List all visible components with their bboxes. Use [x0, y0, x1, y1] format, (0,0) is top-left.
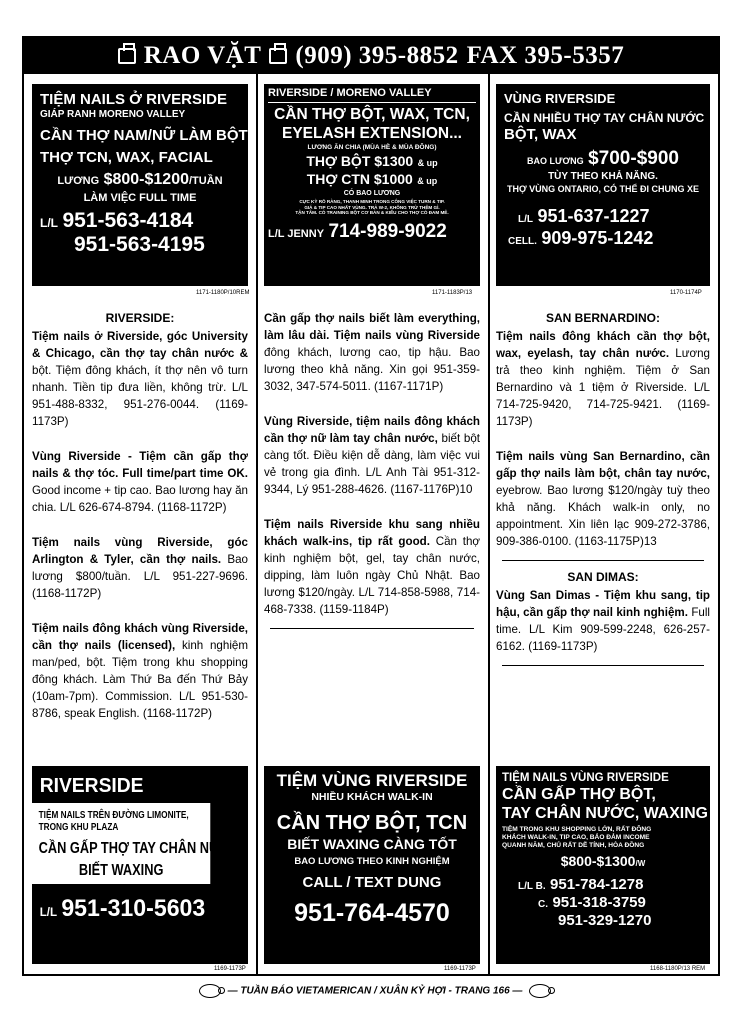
listing-headline: Tiệm nails vùng San Bernardino, cần gấp thợ nails làm bột, chân tay nước,	[496, 450, 710, 480]
listing-item	[496, 328, 710, 430]
ad-code: 1170-1174P	[670, 290, 702, 296]
header-phone: (909) 395-8852	[295, 42, 459, 69]
listing-body: bột. Tiệm đông khách, ít thợ nên vô turn nhanh. Tiền tip đưa liền, không trừ. L/L 951-488-8332, 951-276-0044. (1169-1173P)	[32, 364, 248, 428]
listing-headline: Tiệm nails vùng Riverside, góc Arlington & Tyler, cần thợ nails.	[32, 536, 248, 566]
top-ad-2	[264, 84, 480, 286]
ad-pay: $800-$1300	[560, 853, 636, 870]
listing-item	[32, 448, 248, 516]
ad-line: THỢ VÙNG ONTARIO, CÓ THỂ ĐI CHUNG XE	[506, 184, 699, 195]
ad-line: CỰC KỲ RÕ RÀNG, THANH MINH TRONG CÔNG VIỆC TURN & TIP.	[299, 198, 445, 204]
ad-pay-suffix: & up	[417, 157, 438, 168]
ad-phone-prefix: L/L JENNY	[268, 228, 325, 241]
divider-rule	[270, 628, 474, 629]
ad-line: LƯƠNG ĂN CHIA (MÙA HÈ & MÙA ĐÔNG)	[307, 144, 437, 152]
ad-line: CẦN GẤP THỢ TAY CHÂN NƯỚC	[38, 840, 240, 857]
ad-phone-prefix: L/L	[39, 904, 58, 919]
listing-headline: Vùng San Dimas - Tiệm khu sang, tip hậu, cần gấp thợ nail kinh nghiệm.	[496, 589, 710, 619]
ad-pay-row	[504, 149, 702, 169]
ad-line: KHÁCH WALK-IN, TIP CAO, BẢO ĐẢM INCOME	[502, 833, 650, 841]
ad-pay-row	[40, 172, 240, 189]
listing-body: Bao lương $800/tuần. L/L 951-227-9696. (1168-1172P)	[32, 553, 248, 600]
ad-line: BỘT, WAX	[504, 126, 577, 144]
ad-phone: 951-764-4570	[294, 899, 450, 928]
header-title: RAO VẶT	[143, 42, 262, 69]
ad-phone-row	[268, 222, 476, 242]
ad-line: NHIỀU KHÁCH WALK-IN	[311, 790, 433, 803]
ad-phone: 951-329-1270	[558, 911, 652, 929]
ad-line: CẦN NHIỀU THỢ TAY CHÂN NƯỚC	[504, 110, 705, 125]
listing-body: kinh nghiệm man/ped, bột. Tiệm trong khu shopping đông khách. Làm Thứ Ba đến Thứ Bảy (10am-7pm). Commission. L/L 951-530-8786, speak English. (1168-1172P)	[32, 639, 249, 720]
ad-line: LÀM VIỆC FULL TIME	[83, 191, 197, 204]
listing-body: eyebrow. Bao lương $120/ngày tuỳ theo khả năng. Khách walk-in only, no appointment. Xin liên lạc 909-272-3786, 909-386-0100. (1163-1175P)13	[496, 484, 710, 548]
ad-line: TIỆM NAILS Ở RIVERSIDE	[40, 91, 227, 108]
bottom-ad-1	[32, 766, 248, 964]
ad-pay-suffix: /W	[635, 859, 646, 869]
column-divider	[256, 74, 258, 976]
ad-phone: 951-637-1227	[537, 205, 650, 226]
ad-phone-row	[40, 210, 240, 232]
ad-line: BIẾT WAXING	[78, 862, 164, 880]
listing-body: Good income + tip cao. Bao lương hay ăn chia. L/L 626-674-8794. (1168-1172P)	[32, 484, 248, 514]
ad-line: BAO LƯƠNG THEO KINH NGHIỆM	[294, 855, 450, 867]
listings-column-1	[32, 310, 248, 740]
ad-white-panel	[32, 803, 240, 884]
listing-headline: Tiệm nails ở Riverside, góc University & Chicago, cần thợ tay chân nước &	[32, 330, 248, 360]
ad-pay: THỢ BỘT $1300	[306, 152, 414, 169]
ad-phone: 951-310-5603	[61, 894, 206, 922]
top-ad-3	[496, 84, 710, 286]
listing-item	[32, 328, 248, 430]
page-frame	[22, 36, 720, 976]
ad-phone: 951-563-4184	[62, 209, 194, 233]
ad-line: BIẾT WAXING CÀNG TỐT	[287, 835, 457, 852]
ad-pay-row	[502, 854, 704, 871]
ad-line: TIỆM TRONG KHU SHOPPING LỚN, RẤT ĐÔNG	[502, 825, 652, 833]
section-title: SAN BERNARDINO:	[546, 311, 660, 325]
listing-headline: Cần gấp thợ nails biết làm everything, làm lâu dài. Tiệm nails vùng Riverside	[264, 312, 480, 342]
listing-body: đông khách, lương cao, tip hậu. Bao lương theo khả năng. Xin gọi 951-359-3032, 347-574-5011. (1167-1171P)	[264, 346, 480, 393]
listings-column-2	[264, 310, 480, 629]
pig-icon	[199, 984, 221, 998]
ad-line: VÙNG RIVERSIDE	[504, 91, 616, 106]
ad-line: CẦN GẤP THỢ BỘT,	[502, 786, 656, 804]
ad-phone: 909-975-1242	[541, 227, 654, 248]
ad-line: CALL / TEXT DUNG	[302, 873, 442, 891]
listing-body: Lương trả theo kinh nghiệm. Tiệm ở San Bernardino và 1 tiệm ở Riverside. L/L 714-725-9420, 714-725-9421. (1169-1173P)	[496, 347, 710, 428]
ad-pay-suffix: /TUẦN	[189, 174, 223, 187]
ad-phone-row	[504, 229, 702, 249]
section-title: RIVERSIDE:	[105, 311, 175, 325]
ad-phone: 714-989-9022	[328, 221, 447, 243]
ad-line: CẦN THỢ BỘT, TCN	[276, 811, 468, 834]
listing-body: Cần thợ kinh nghiệm bột, gel, tay chân nước, dipping, làm luôn ngày Chủ Nhật. Bao lương $120/ngày. L/L 714-858-5988, 714-468-7338. (1159-1184P)	[264, 535, 480, 616]
ad-line: TIỆM NAILS VÙNG RIVERSIDE	[502, 772, 669, 784]
header-fax: FAX 395-5357	[466, 42, 625, 69]
listing-item	[496, 448, 710, 550]
ad-line: THỢ TCN, WAX, FACIAL	[40, 149, 213, 166]
ad-line: TIỆM VÙNG RIVERSIDE	[276, 771, 468, 790]
ad-code: 1169-1173P	[214, 966, 246, 972]
footer-text: — TUẦN BÁO VIETAMERICAN / XUÂN KỶ HỢI - TRANG 166 —	[227, 985, 523, 997]
ad-code: 1169-1173P	[444, 966, 476, 972]
ad-code: 1168-1180P/13 REM	[650, 966, 706, 972]
top-ad-1	[32, 84, 248, 286]
listing-body: Full time. L/L Kim 909-599-2248, 626-257-6162. (1169-1173P)	[496, 606, 710, 653]
ad-line: CẦN THỢ BỘT, WAX, TCN,	[274, 105, 470, 123]
column-divider	[488, 74, 490, 976]
ad-line: GIÁP RANH MORENO VALLEY	[40, 108, 186, 120]
ad-line: TIỆM NAILS TRÊN ĐƯỜNG LIMONITE,	[38, 810, 189, 821]
ad-line: TAY CHÂN NƯỚC, WAXING	[502, 804, 708, 822]
divider-rule	[502, 665, 704, 666]
ad-line: CẦN THỢ NAM/NỮ LÀM BỘT	[40, 127, 248, 145]
ad-phone-row	[502, 877, 704, 894]
listing-item	[32, 534, 248, 602]
listing-headline: Vùng Riverside, tiệm nails đông khách cần thợ nữ làm tay chân nước,	[264, 415, 480, 445]
ad-pay-prefix: BAO LƯƠNG	[527, 155, 584, 166]
fax-icon	[269, 48, 287, 64]
listing-item	[496, 587, 710, 655]
ad-pay-row	[268, 154, 476, 171]
fax-icon	[118, 48, 136, 64]
pig-icon	[529, 984, 551, 998]
ad-pay: $800-$1200	[103, 170, 189, 188]
ad-pay-suffix: & up	[417, 175, 438, 186]
ad-phone-row	[32, 884, 240, 921]
listing-headline: Tiệm nails đông khách cần thợ bột, wax, eyelash, tay chân nước.	[496, 330, 710, 360]
ad-phone: 951-563-4195	[74, 233, 205, 257]
page-footer	[0, 984, 750, 998]
section-title: SAN DIMAS:	[567, 570, 639, 584]
bottom-ad-2	[264, 766, 480, 964]
listing-headline: Tiệm nails đông khách vùng Riverside, cần thợ nails (licensed),	[32, 622, 248, 652]
ad-pay: $700-$900	[588, 147, 679, 169]
listing-item	[264, 413, 480, 498]
ad-line: TÙY THEO KHẢ NĂNG.	[548, 170, 658, 182]
ad-code: 1171-1180P/10REM	[196, 290, 250, 296]
ad-line: TẬN TÂM. CÓ TRAINING BỘT CƠ BẢN & KIỂU CHO THỢ CÓ ĐAM MÊ.	[295, 210, 449, 216]
bottom-ad-3	[496, 766, 710, 964]
ad-code: 1171-1183P/13	[432, 290, 473, 296]
listing-headline: Tiệm nails Riverside khu sang nhiều khách walk-ins, tip rất good.	[264, 518, 480, 548]
listing-item	[264, 310, 480, 395]
ad-line: CÓ BAO LƯƠNG	[343, 190, 401, 198]
ad-line: GIÁ & TIP CAO NHẤT VÙNG. TRẢ W-2, KHÔNG TRỪ THÊM GÌ.	[304, 204, 440, 210]
ad-line: QUANH NĂM, CHỦ RẤT DỄ TÍNH, HÒA ĐỒNG	[502, 841, 645, 849]
ad-phone-prefix: L/L B.	[518, 881, 546, 893]
listings-column-3	[496, 310, 710, 666]
ad-pay: THỢ CTN $1000	[306, 170, 413, 187]
ad-phone-prefix: C.	[538, 899, 548, 911]
listing-item	[264, 516, 480, 618]
ad-phone: 951-318-3759	[552, 894, 646, 912]
listing-body: biết bột càng tốt. Điều kiện dễ dàng, làm việc vui vẻ trong gia đình. L/L Anh Tài 951-312-9344, Lý 951-288-4626. (1167-1176P)10	[264, 432, 480, 496]
ad-pay-row	[268, 172, 476, 189]
listing-item	[32, 620, 248, 722]
ad-phone-prefix: CELL.	[508, 235, 537, 247]
classifieds-header	[24, 38, 718, 74]
ad-phone-row	[504, 207, 702, 227]
ad-title: RIVERSIDE	[39, 775, 144, 797]
ad-phone: 951-784-1278	[550, 876, 644, 894]
ad-line: RIVERSIDE / MORENO VALLEY	[268, 88, 476, 103]
ad-line: EYELASH EXTENSION...	[281, 124, 462, 142]
ad-phone-prefix: L/L	[518, 213, 533, 225]
ad-phone-prefix: L/L	[40, 216, 58, 231]
listing-headline: Vùng Riverside - Tiệm cần gấp thợ nails & thợ tóc. Full time/part time OK.	[32, 450, 248, 480]
divider-rule	[502, 560, 704, 561]
ad-line: TRONG KHU PLAZA	[38, 821, 119, 833]
ad-pay-prefix: LƯƠNG	[57, 174, 100, 187]
ad-phone-row	[502, 895, 704, 912]
